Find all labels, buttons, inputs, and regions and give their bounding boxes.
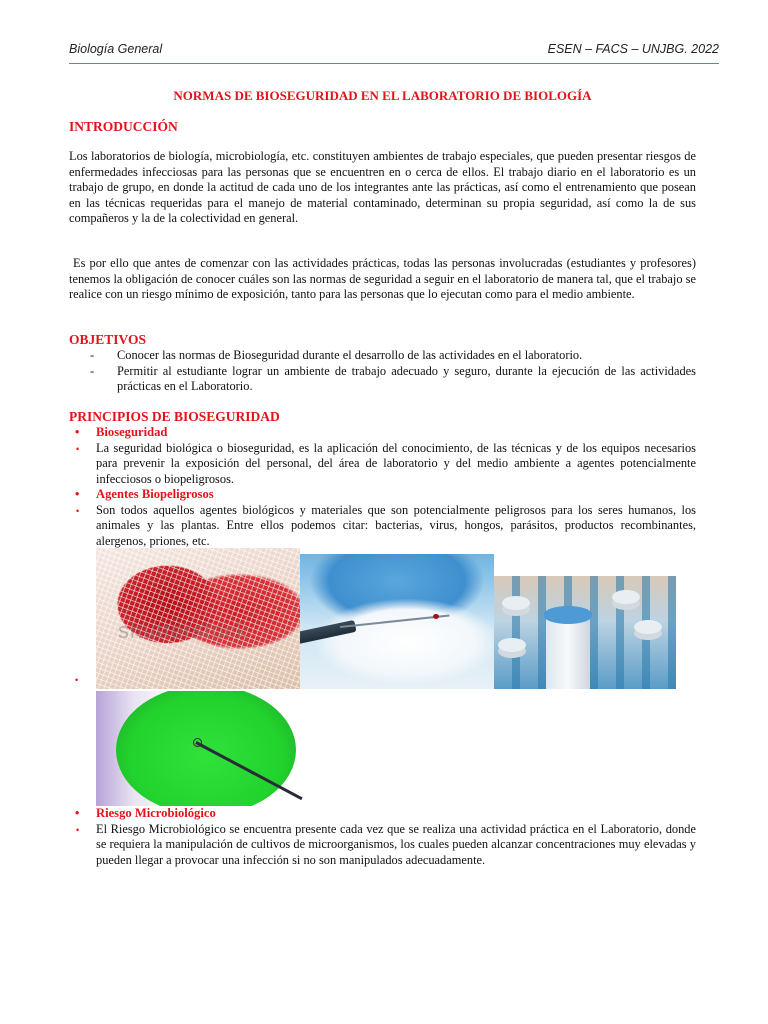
heading-principios: PRINCIPIOS DE BIOSEGURIDAD — [69, 409, 280, 424]
section-label-agentes-biopeligrosos: • Agentes Biopeligrosos — [75, 487, 214, 501]
image-bloody-gauze — [96, 548, 300, 689]
bullet-icon: • — [75, 806, 80, 820]
syringe-barrel — [300, 620, 357, 644]
bullet-icon: • — [75, 675, 79, 685]
header-divider — [69, 63, 719, 64]
blood-drop — [433, 614, 439, 619]
header-institution: ESEN – FACS – UNJBG. 2022 — [547, 42, 719, 56]
bullet-icon: • — [76, 505, 80, 516]
vial-blue-cap — [544, 606, 592, 624]
section-text-bioseguridad: • La seguridad biológica o bioseguridad, es la aplicación del conocimiento, de las técnicas y de los equipos necesarios para prevenir la exposición del personal, del área de laboratorio y del medio ambiente a agentes potencialmente infecciosos o biopeligrosos. — [76, 440, 696, 486]
principios-list-2 — [75, 806, 696, 868]
page-header — [69, 42, 719, 62]
objetivo-text: Permitir al estudiante lograr un ambiente de trabajo adecuado y seguro, durante la ejecución de las actividades prácticas en el Laboratorio. — [117, 363, 696, 393]
bullet-icon: • — [76, 443, 80, 454]
vial-tube — [546, 614, 590, 689]
document-title: NORMAS DE BIOSEGURIDAD EN EL LABORATORIO DE BIOLOGÍA — [173, 88, 592, 103]
principios-list-1 — [75, 425, 696, 549]
section-label-riesgo-microbiologico: • Riesgo Microbiológico — [75, 806, 216, 820]
watermark-text: shutterstock — [118, 618, 249, 643]
dash-bullet-icon: - — [90, 363, 95, 378]
bullet-icon: • — [75, 425, 80, 439]
objetivo-item — [90, 364, 696, 395]
header-course-name: Biología General — [69, 42, 163, 56]
image-syringe — [300, 554, 494, 689]
section-text-agentes-biopeligrosos: • Son todos aquellos agentes biológicos y materiales que son potencialmente peligrosos para los seres humanos, los animales y las plantas. Entre ellos podemos citar: bacterias, virus, hongos, parásitos, productos recombinantes, alergenos, priones, etc. — [76, 502, 696, 548]
bullet-icon: • — [75, 487, 80, 501]
objetivos-list — [90, 348, 696, 395]
intro-paragraph-2: Es por ello que antes de comenzar con las actividades prácticas, todas las personas involucradas (estudiantes y profesores) tenemos la obligación de conocer cuáles son las normas de seguridad a seguir en el laboratorio de manera tal, que el trabajo se realice con un riesgo mínimo de exposición, tanto para las personas que lo ejecutan como para el medio ambiente. — [69, 256, 696, 301]
dash-bullet-icon: - — [90, 348, 95, 362]
section-label-bioseguridad: • Bioseguridad — [75, 425, 168, 439]
intro-paragraph-1: Los laboratorios de biología, microbiología, etc. constituyen ambientes de trabajo especiales, que pueden presentar riesgos de enfermedades infecciosas para las personas que se encuentren en o cerca de ellos. El trabajo diario en el laboratorio es un trabajo de grupo, en donde la actitud de cada uno de los integrantes ante las prácticas, así como el entrenamiento que posean en las técnicas requeridas para el manejo de material contaminado, determinan su propia seguridad, así como la de sus compañeros y la de la colectividad en general. — [69, 149, 696, 225]
heading-objetivos: OBJETIVOS — [69, 332, 147, 347]
objetivo-item — [90, 348, 696, 364]
heading-introduccion: INTRODUCCIÓN — [69, 119, 178, 134]
image-sample-vials — [494, 576, 676, 689]
bullet-icon: • — [76, 824, 80, 835]
inoculation-loop-tip — [193, 738, 202, 747]
section-text-riesgo-microbiologico: • El Riesgo Microbiológico se encuentra presente cada vez que se realiza una actividad práctica en el Laboratorio, donde se requiera la manipulación de cultivos de microorganismos, los cuales pueden alcanzar concentraciones muy elevadas y pueden llegar a provocar una infección si no son manipulados adecuadamente. — [76, 821, 696, 867]
objetivo-text: Conocer las normas de Bioseguridad durante el desarrollo de las actividades en el laboratorio. — [117, 348, 583, 362]
image-petri-dish — [96, 691, 309, 806]
